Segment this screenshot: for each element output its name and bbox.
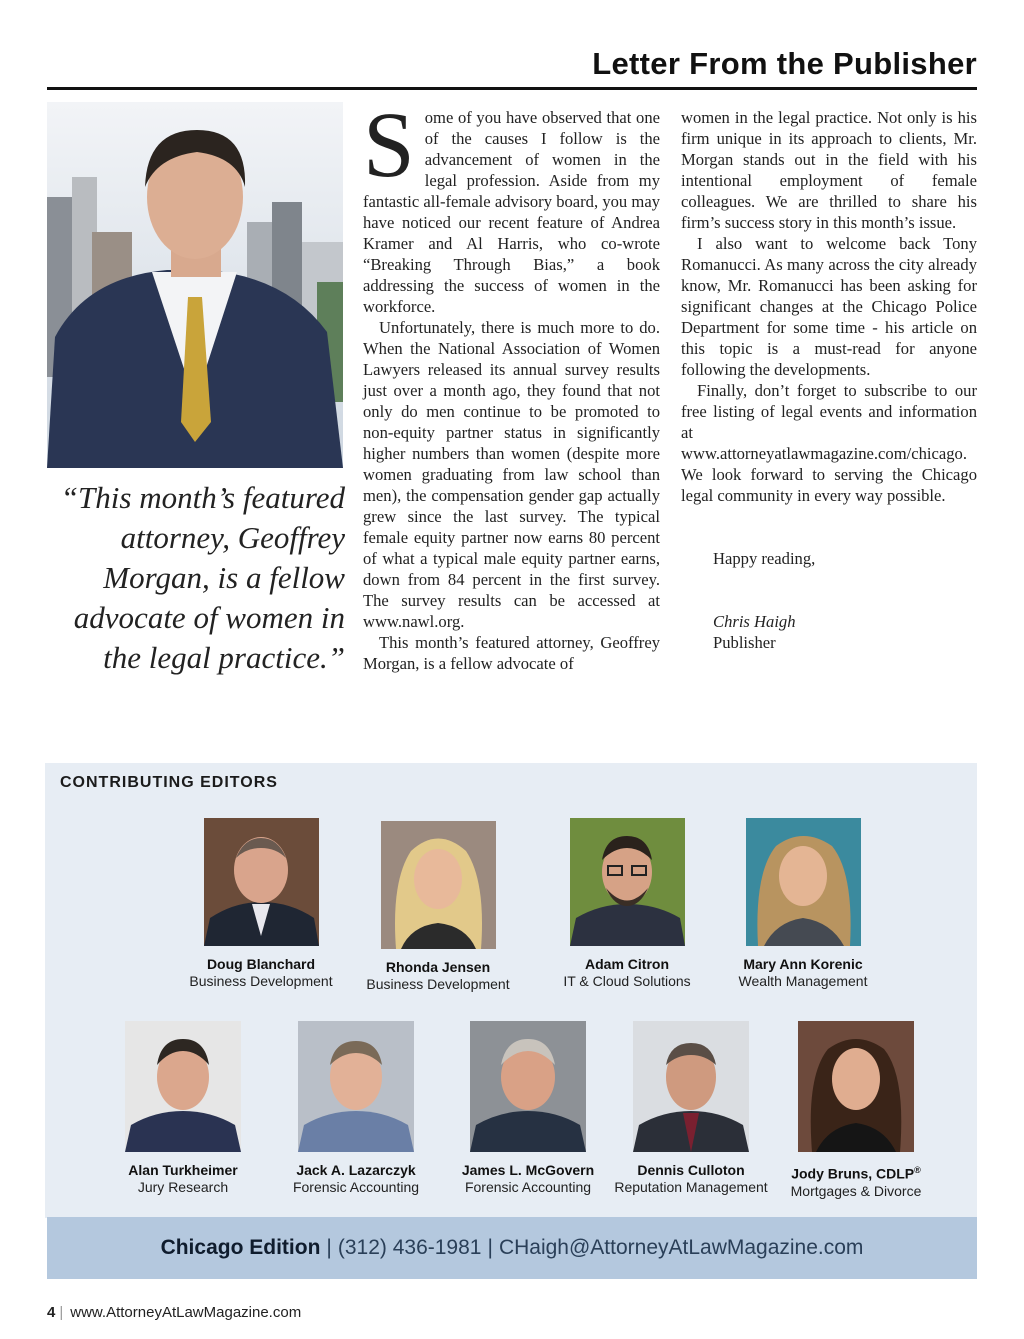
editor-card <box>362 821 514 993</box>
closing-line: Happy reading, <box>713 549 816 568</box>
editor-name: Dennis Culloton <box>637 1162 745 1178</box>
letter-column-1 <box>363 94 660 674</box>
publisher-portrait <box>47 102 343 468</box>
page-title: Letter From the Publisher <box>592 46 977 81</box>
letter-paragraph-5: Finally, don’t forget to subscribe to our free listing of legal events and information at www.attorneyatlawmagazine.com/chicago. We look forward to serving the Chicago legal community in every way possible. <box>681 381 977 505</box>
editor-photo <box>570 818 685 946</box>
contact-email[interactable]: CHaigh@AttorneyAtLawMagazine.com <box>498 1236 864 1259</box>
page-footer <box>47 1304 301 1321</box>
editor-photo <box>125 1021 241 1152</box>
pull-quote: “This month’s featured attorney, Geoffrey Morgan, is a fellow advocate of women in the legal practice.” <box>60 480 345 675</box>
contact-separator: | <box>326 1236 332 1259</box>
editor-name: Mary Ann Korenic <box>743 956 863 972</box>
registered-mark: ® <box>914 1165 921 1175</box>
editor-role: Business Development <box>366 976 510 992</box>
letter-column-2 <box>681 107 977 653</box>
editor-role: Reputation Management <box>614 1179 768 1195</box>
letter-paragraph-1-text: ome of you have observed that one of the causes I follow is the advancement of women in the legal profession. Aside from my fantastic all-female advisory board, you may have noticed our recent feature of Andrea Kramer and Al Harris, who co-wrote “Breaking Through Bias,” a book addressing the success of women in the workforce. <box>363 108 660 316</box>
editor-card <box>452 1021 604 1196</box>
editor-role: Business Development <box>189 973 333 989</box>
editor-photo <box>204 818 319 946</box>
signature-name: Chris Haigh <box>713 612 796 631</box>
editor-name: James L. McGovern <box>461 1162 595 1178</box>
editor-role: Forensic Accounting <box>464 1179 592 1195</box>
contact-band <box>47 1217 977 1279</box>
editor-photo <box>746 818 861 946</box>
editor-card <box>780 1021 932 1200</box>
editor-name: Rhonda Jensen <box>385 959 491 975</box>
editor-name-text: Jody Bruns, CDLP <box>791 1165 915 1182</box>
editor-card <box>606 1021 776 1196</box>
signature-title: Publisher <box>713 633 776 652</box>
editor-name: Alan Turkheimer <box>128 1162 238 1178</box>
contributing-editors-heading: CONTRIBUTING EDITORS <box>60 774 278 791</box>
letter-paragraph-2: Unfortunately, there is much more to do. When the National Association of Women Lawyers released its annual survey results just over a month ago, they found that not only do men continue to be promoted to non-equity partner status in significantly higher numbers than women (despite more women graduating from law school than men), the compensation gender gap actually grew since the last survey. The typical female equity partner now earns 80 percent of what a typical male equity partner earns, down from 84 percent in the first survey. The survey results can be accessed at www.nawl.org. <box>363 318 660 631</box>
letter-paragraph-3-start: This month’s featured attorney, Geoffrey Morgan, is a fellow advocate of <box>363 633 660 673</box>
editor-role: Mortgages & Divorce <box>790 1182 922 1199</box>
editor-card <box>727 818 879 990</box>
editor-photo <box>298 1021 414 1152</box>
footer-url[interactable]: www.AttorneyAtLawMagazine.com <box>70 1304 302 1321</box>
editor-card <box>280 1021 432 1196</box>
editor-role: IT & Cloud Solutions <box>563 973 691 989</box>
editor-card <box>185 818 337 990</box>
edition-label: Chicago Edition <box>160 1236 321 1259</box>
editor-role: Jury Research <box>137 1179 229 1195</box>
letter-paragraph-4: I also want to welcome back Tony Romanucci. As many across the city already know, Mr. Romanucci has been asking for significant changes at the Chicago Police Department for some time - his article on this topic is a must-read for anyone following the developments. <box>681 234 977 379</box>
contact-phone[interactable]: (312) 436-1981 <box>337 1236 482 1259</box>
editor-role: Forensic Accounting <box>292 1179 420 1195</box>
editor-photo <box>470 1021 586 1152</box>
footer-divider: | <box>59 1304 64 1321</box>
editor-photo <box>381 821 496 949</box>
editor-name <box>780 1162 932 1183</box>
editor-role: Wealth Management <box>738 973 868 989</box>
editor-card <box>107 1021 259 1196</box>
editor-photo <box>633 1021 749 1152</box>
editor-name: Adam Citron <box>585 956 669 972</box>
editor-name: Jack A. Lazarczyk <box>296 1162 416 1178</box>
page-number: 4 <box>47 1304 56 1321</box>
letter-paragraph-3-end: women in the legal practice. Not only is his firm unique in its approach to clients, Mr. Morgan stands out in the field with his intentional employment of female colleagues. We are thrilled to share his firm’s success story in this month’s issue. <box>681 108 977 232</box>
header-divider <box>47 87 977 90</box>
contact-separator: | <box>487 1236 493 1259</box>
editor-card <box>551 818 703 990</box>
editor-photo <box>798 1021 914 1152</box>
letter-paragraph-1 <box>363 94 660 317</box>
editor-name: Doug Blanchard <box>206 956 316 972</box>
drop-cap: S <box>363 94 415 197</box>
